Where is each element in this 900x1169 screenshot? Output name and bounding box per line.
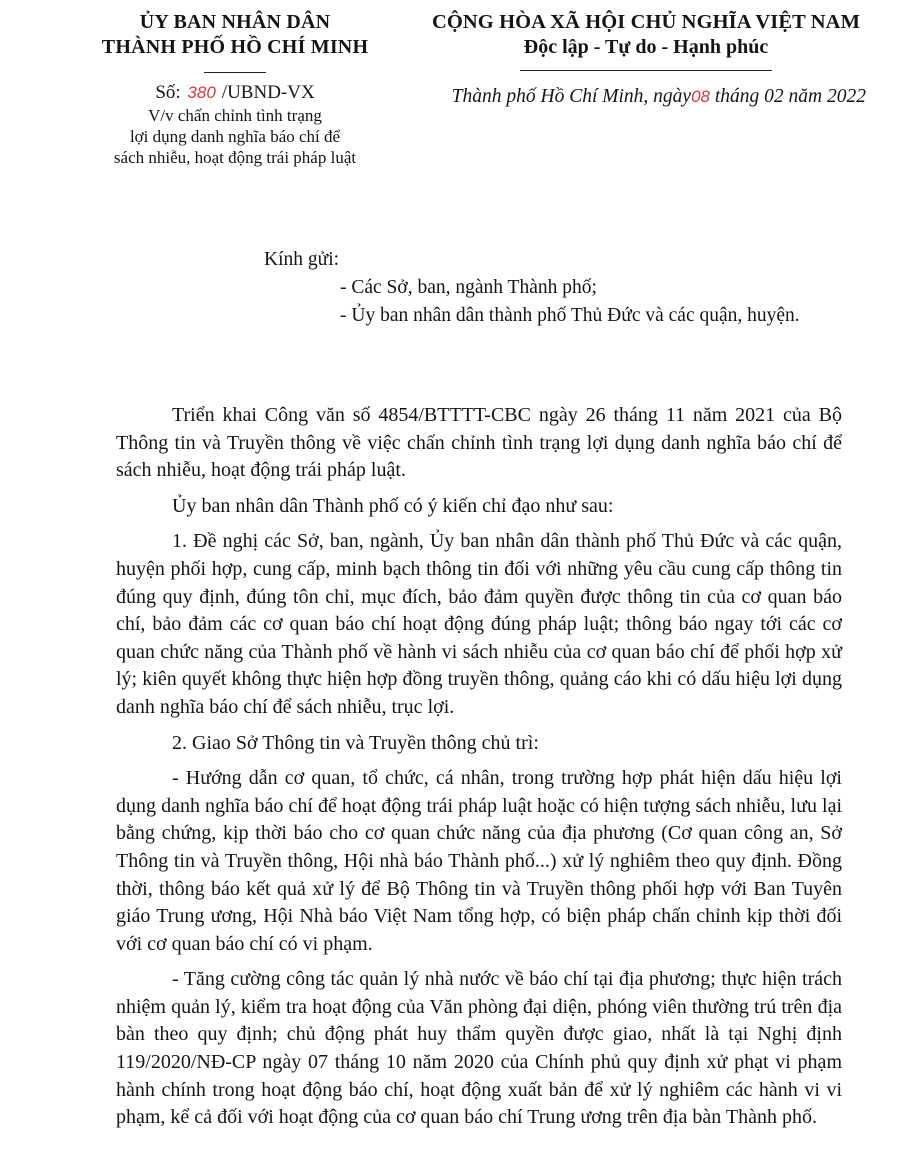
body-paragraph: 1. Đề nghị các Sở, ban, ngành, Ủy ban nhân dân thành phố Thủ Đức và các quận, huyện phối hợp, cung cấp, minh bạch thông tin đối với những yêu cầu cung cấp thông tin đúng quy định, đúng tôn chỉ, mục đích, bảo đảm quyền được thông tin của cơ quan báo chí, bảo đảm các cơ quan báo chí hoạt động đúng pháp luật; thông báo ngay tới các cơ quan chức năng của Thành phố về hành vi sách nhiễu của cơ quan báo chí để phối hợp xử lý; kiên quyết không thực hiện hợp đồng truyền thông, quảng cáo khi có dấu hiệu lợi dụng danh nghĩa báo chí để sách nhiễu, trục lợi. — [116, 530, 842, 718]
subject-line-2: lợi dụng danh nghĩa báo chí để — [129, 127, 341, 146]
document-number-prefix: Số: — [155, 82, 181, 103]
recipients-label: Kính gửi: — [264, 249, 340, 270]
body-paragraph: 2. Giao Sở Thông tin và Truyền thông chủ trì: — [172, 731, 539, 754]
issuer-block — [60, 10, 410, 168]
national-title: CỘNG HÒA XÃ HỘI CHỦ NGHĨA VIỆT NAM — [431, 11, 861, 33]
date-suffix: tháng 02 năm 2022 — [710, 86, 866, 107]
issuer-underline — [204, 72, 266, 73]
document-body — [116, 402, 842, 1140]
date-prefix: Thành phố Hồ Chí Minh, ngày — [451, 86, 692, 107]
issuer-name-line2: THÀNH PHỐ HỒ CHÍ MINH — [101, 36, 369, 58]
date-day: 08 — [691, 87, 710, 106]
national-motto: Độc lập - Tự do - Hạnh phúc — [523, 36, 769, 58]
subject-line-3: sách nhiễu, hoạt động trái pháp luật — [113, 148, 357, 167]
body-paragraph: Triển khai Công văn số 4854/BTTTT-CBC ngày 26 tháng 11 năm 2021 của Bộ Thông tin và Truyền thông về việc chấn chỉnh tình trạng lợi dụng danh nghĩa báo chí để sách nhiễu, hoạt động trái pháp luật. — [116, 404, 842, 482]
body-paragraph: - Tăng cường công tác quản lý nhà nước về báo chí tại địa phương; thực hiện trách nhiệm quản lý, kiểm tra hoạt động của Văn phòng đại diện, phóng viên thường trú trên địa bàn theo quy định; chủ động phát huy thẩm quyền được giao, nhất là tại Nghị định 119/2020/NĐ-CP ngày 07 tháng 10 năm 2020 của Chính phủ quy định xử phạt vi phạm hành chính trong hoạt động báo chí, hoạt động xuất bản để xử lý nghiêm các hành vi vi phạm, kể cả đối với hoạt động của cơ quan báo chí Trung ương trên địa bàn Thành phố. — [116, 968, 842, 1129]
document-number-suffix: /UBND-VX — [221, 82, 315, 103]
date-line — [418, 85, 874, 109]
subject-line-1: V/v chấn chỉnh tình trạng — [148, 106, 322, 125]
body-paragraph: - Hướng dẫn cơ quan, tổ chức, cá nhân, trong trường hợp phát hiện dấu hiệu lợi dụng danh nghĩa báo chí để hoạt động trái pháp luật hoặc có hiện tượng sách nhiễu, lưu lại bằng chứng, kịp thời báo cho cơ quan chức năng của địa phương (Cơ quan công an, Sở Thông tin và Truyền thông, Hội nhà báo Thành phố...) xử lý nghiêm theo quy định. Đồng thời, thông báo kết quả xử lý để Bộ Thông tin và Truyền thông phối hợp với Ban Tuyên giáo Trung ương, Hội Nhà báo Việt Nam tổng hợp, có biện pháp chấn chỉnh kịp thời đối với cơ quan báo chí có vi phạm. — [116, 767, 842, 955]
document-number-value: 380 — [187, 83, 216, 102]
recipients-block — [264, 246, 800, 330]
national-header — [418, 10, 874, 109]
body-paragraph: Ủy ban nhân dân Thành phố có ý kiến chỉ đạo như sau: — [172, 494, 614, 517]
recipient-item: - Ủy ban nhân dân thành phố Thủ Đức và các quận, huyện. — [340, 305, 800, 326]
document-number — [60, 81, 410, 105]
motto-underline — [520, 70, 772, 71]
issuer-name-line1: ỦY BAN NHÂN DÂN — [139, 11, 331, 33]
recipient-item: - Các Sở, ban, ngành Thành phố; — [340, 277, 597, 298]
